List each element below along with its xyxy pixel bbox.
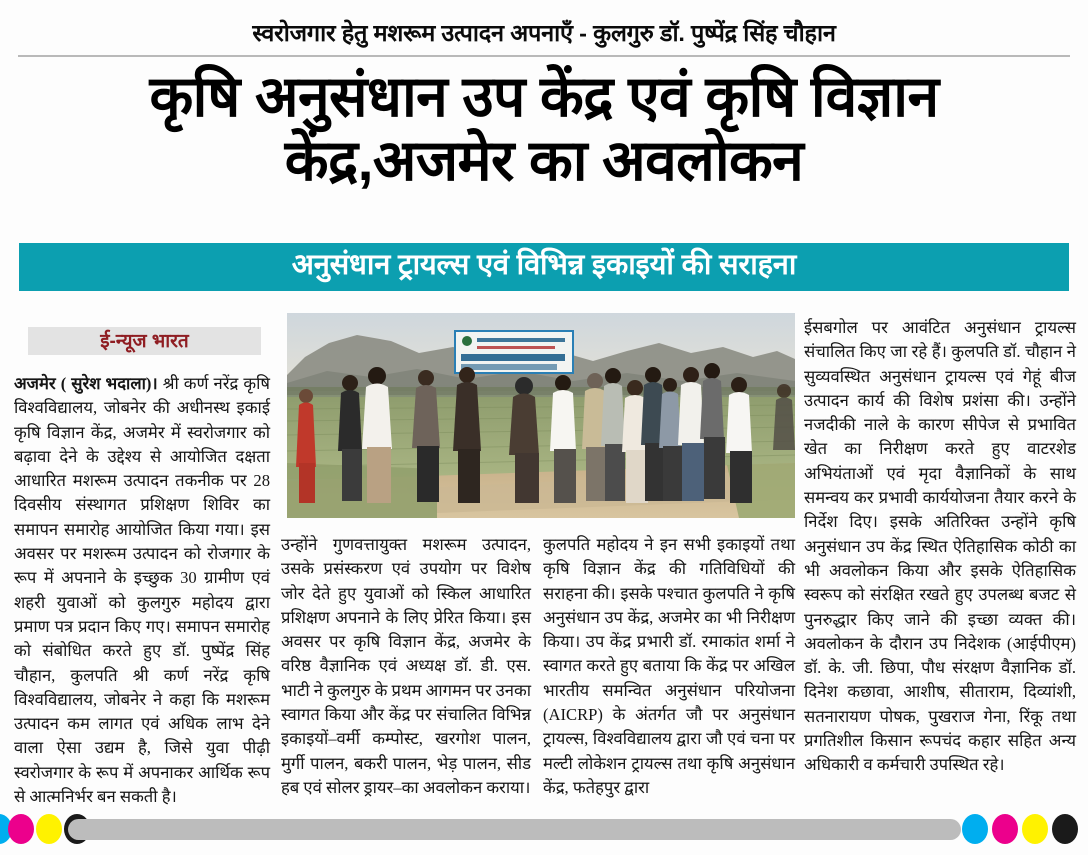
subhead-banner — [19, 243, 1069, 291]
article-column-1 — [14, 372, 270, 809]
field-banner — [455, 331, 573, 373]
column-3-body: कुलपति महोदय ने इन सभी इकाइयों तथा कृषि विज्ञान केंद्र की गतिविधियों की सराहना की। इसके पश्चात कुलपति ने कृषि अनुसंधान उप केंद्र, अजमेर का भी निरीक्षण किया। उप केंद्र प्रभारी डॉ. रमाकांत शर्मा ने स्वागत करते हुए बताया कि केंद्र पर अखिल भारतीय समन्वित अनुसंधान परियोजना (AICRP) के अंतर्गत जौ पर अनुसंधान ट्रायल्स, विश्वविद्यालय द्वारा जौ एवं चना पर मल्टी लोकेशन ट्रायल्स तथा कृषि अनुसंधान केंद्र, फतेहपुर द्वारा — [543, 535, 795, 797]
headline-line-1: कृषि अनुसंधान उप केंद्र एवं कृषि विज्ञान — [149, 65, 939, 129]
reg-dot-yellow-right — [1022, 814, 1048, 844]
column-1-body: श्री कर्ण नरेंद्र कृषि विश्वविद्यालय, जोबनेर की अधीनस्थ इकाई कृषि विज्ञान केंद्र, अजमेर में स्वरोजगार को बढ़ावा देने के उद्देश्य से आयोजित दक्षता आधारित मशरूम उत्पादन तकनीक पर 28 दिवसीय संस्थागत प्रशिक्षण शिविर का समापन समारोह आयोजित किया गया। इस अवसर पर मशरूम उत्पादन को रोजगार के रूप में अपनाने के इच्छुक 30 ग्रामीण एवं शहरी युवाओं को कुलगुरु महोदय द्वारा प्रमाण पत्र प्रदान किए गए। समापन समारोह को संबोधित करते हुए डॉ. पुष्पेंद्र सिंह चौहान, कुलपति श्री कर्ण नरेंद्र कृषि विश्वविद्यालय, जोबनेर ने कहा कि मशरूम उत्पादन कम लागत एवं अधिक लाभ देने वाला ऐसा उद्यम है, जिसे युवा पीढ़ी स्वरोजगार के रूप में अपनाकर आर्थिक रूप से आत्मनिर्भर बन सकती है। — [14, 374, 270, 807]
registration-grey-bar — [68, 819, 961, 840]
article-column-2 — [281, 533, 531, 800]
column-2-body: उन्होंने गुणवत्तायुक्त मशरूम उत्पादन, उसके प्रसंस्करण एवं उपयोग पर विशेष जोर देते हुए युवाओं को स्किल आधारित प्रशिक्षण अपनाने के लिए प्रेरित किया। इस अवसर पर कृषि विज्ञान केंद्र, अजमेर के वरिष्ठ वैज्ञानिक एवं अध्यक्ष डॉ. डी. एस. भाटी ने कुलगुरु के प्रथम आगमन पर उनका स्वागत किया और केंद्र पर संचालित विभिन्न इकाइयों–वर्मी कम्पोस्ट, खरगोश पालन, मुर्गी पालन, बकरी पालन, भेड़ पालन, सीड हब एवं सोलर ड्रायर–का अवलोकन कराया। — [281, 535, 531, 797]
dateline: अजमेर ( सुरेश भदाला)। — [14, 374, 158, 393]
subhead-text: अनुसंधान ट्रायल्स एवं विभिन्न इकाइयों की सराहना — [291, 249, 797, 281]
headline-line-2: केंद्र,अजमेर का अवलोकन — [284, 129, 804, 194]
reg-dot-cyan-right — [962, 814, 988, 844]
kicker-headline: स्वरोजगार हेतु मशरूम उत्पादन अपनाएँ - कुलगुरु डॉ. पुष्पेंद्र सिंह चौहान — [252, 20, 836, 46]
reg-dot-black-right — [1052, 814, 1078, 844]
byline-badge — [28, 327, 261, 355]
main-headline — [0, 65, 1088, 194]
column-4-body: ईसबगोल पर आवंटित अनुसंधान ट्रायल्स संचालित किए जा रहे हैं। कुलपति डॉ. चौहान ने सुव्यवस्थित अनुसंधान ट्रायल्स एवं गेहूं बीज उत्पादन कार्य की विशेष प्रशंसा की। उन्होंने नजदीकी नाले के कारण सीपेज से प्रभावित खेत का निरीक्षण करते हुए वाटरशेड अभियंताओं एवं मृदा वैज्ञानिकों के साथ समन्वय कर प्रभावी कार्ययोजना तैयार करने के निर्देश दिए। इसके अतिरिक्त उन्होंने कृषि अनुसंधान उप केंद्र स्थित ऐतिहासिक कोठी का भी अवलोकन किया और इसके ऐतिहासिक स्वरूप को संरक्षित रखते हुए उपलब्ध बजट से पुनरुद्धार किए जाने की इच्छा व्यक्त की। अवलोकन के दौरान उप निदेशक (आईपीएम) डॉ. के. जी. छिपा, पौध संरक्षण वैज्ञानिक डॉ. दिनेश कछावा, आशीष, सीताराम, दिव्यांशी, सतनारायण पोषक, पुखराज गेना, रिंकू तथा प्रगतिशील किसान रूपचंद कहार सहित अन्य अधिकारी व कर्मचारी उपस्थित रहे। — [804, 318, 1076, 775]
reg-dot-magenta-right — [992, 814, 1018, 844]
reg-dot-magenta-left — [8, 814, 34, 844]
reg-dot-yellow-left — [36, 814, 62, 844]
article-photo — [287, 313, 795, 518]
article-column-3 — [543, 533, 795, 800]
article-column-4 — [804, 316, 1076, 778]
photo-illustration — [287, 313, 795, 518]
byline-text: ई-न्यूज भारत — [100, 330, 189, 352]
registration-bar — [0, 812, 1088, 846]
column-1-paragraph — [14, 372, 270, 809]
kicker-divider — [18, 55, 1070, 57]
